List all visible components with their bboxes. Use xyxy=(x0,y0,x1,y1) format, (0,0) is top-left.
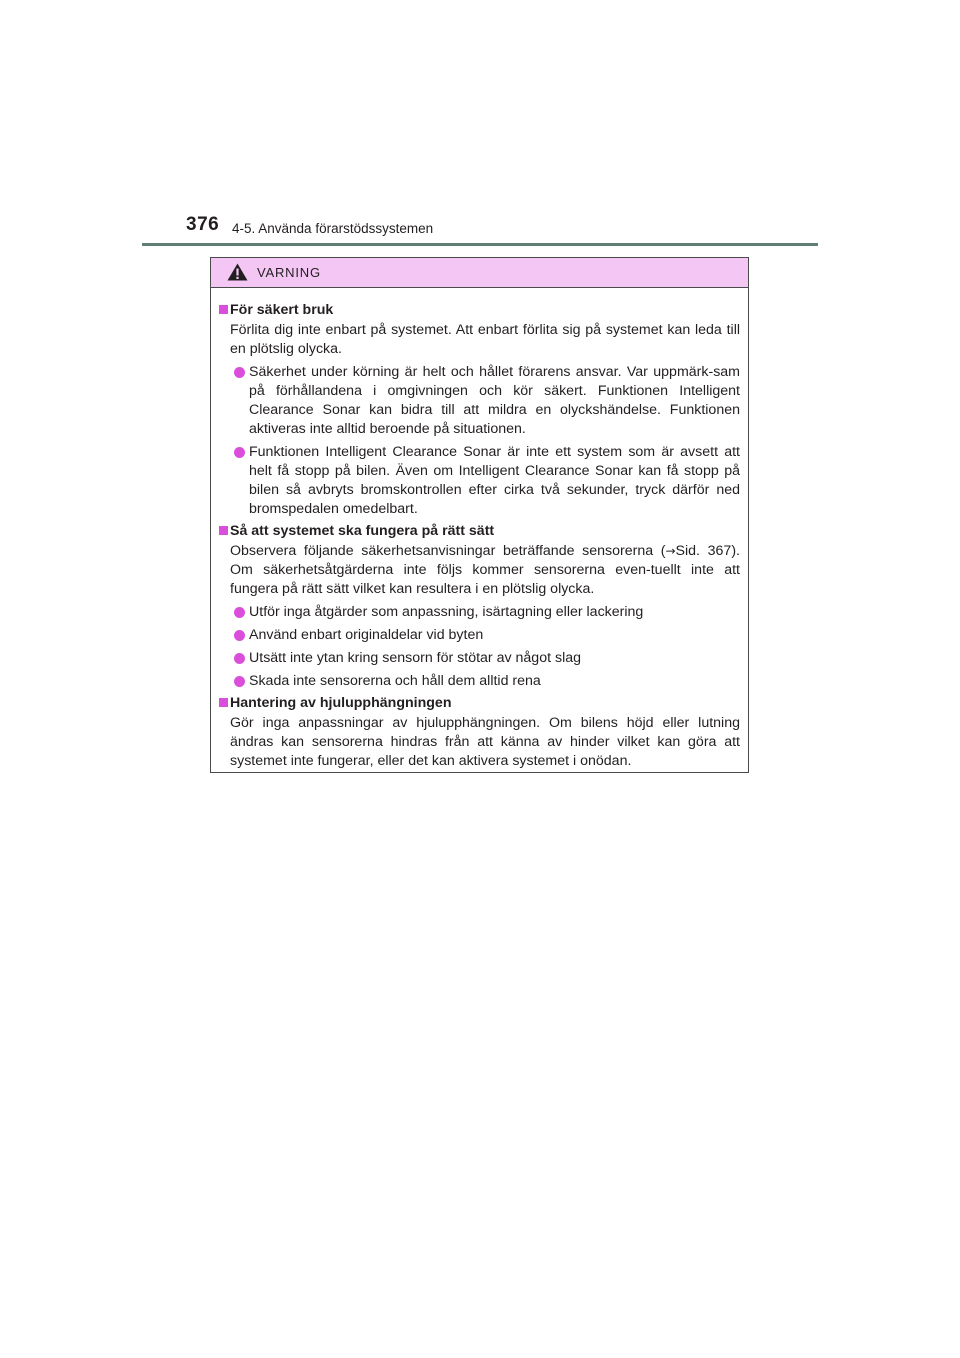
list-item xyxy=(219,603,740,622)
round-bullet-icon xyxy=(234,367,245,378)
round-bullet-icon xyxy=(234,607,245,618)
list-item-text: Utför inga åtgärder som anpassning, isärtagning eller lackering xyxy=(249,604,644,620)
section-title: 4-5. Använda förarstödssystemen xyxy=(232,221,434,236)
page-reference-text: Sid. 367). Om säkerhetsåtgärderna inte följs kommer sensorerna even-tuellt inte att fungera på rätt sätt vilket kan resultera i en plötslig olycka. xyxy=(230,543,740,597)
section-heading-text: Så att systemet ska fungera på rätt sätt xyxy=(230,523,495,539)
list-item xyxy=(219,443,740,519)
page-number: 376 xyxy=(186,214,220,235)
header-rule xyxy=(142,243,818,246)
section-heading xyxy=(219,522,740,541)
warning-label: VARNING xyxy=(257,265,321,280)
round-bullet-icon xyxy=(234,630,245,641)
section-heading xyxy=(219,694,740,713)
list-item-text: Använd enbart originaldelar vid byten xyxy=(249,627,484,643)
square-bullet-icon xyxy=(219,526,228,535)
warning-body xyxy=(211,288,748,771)
round-bullet-icon xyxy=(234,447,245,458)
warning-triangle-icon xyxy=(227,263,248,281)
list-item xyxy=(219,363,740,439)
section-heading-text: Hantering av hjulupphängningen xyxy=(230,695,452,711)
square-bullet-icon xyxy=(219,305,228,314)
section-heading-text: För säkert bruk xyxy=(230,302,334,318)
list-item xyxy=(219,672,740,691)
section-paragraph xyxy=(219,542,740,599)
warning-header xyxy=(211,258,748,288)
paragraph-text-start: Observera följande säkerhetsanvisningar beträffande sensorerna ( xyxy=(230,543,666,559)
list-item-text: Skada inte sensorerna och håll dem alltid rena xyxy=(249,673,541,689)
section-heading xyxy=(219,301,740,320)
list-item-text: Säkerhet under körning är helt och hållet förarens ansvar. Var uppmärk-sam på förhållandena i omgivningen och kör säkert. Funktionen Intelligent Clearance Sonar kan bidra till att mildra en olyckshändelse. Funktionen aktiveras inte alltid beroende på situationen. xyxy=(249,364,740,437)
list-item xyxy=(219,649,740,668)
list-item xyxy=(219,626,740,645)
section-paragraph: Förlita dig inte enbart på systemet. Att enbart förlita sig på systemet kan leda till en plötslig olycka. xyxy=(230,322,740,357)
square-bullet-icon xyxy=(219,698,228,707)
arrow-right-icon: → xyxy=(665,544,676,558)
warning-box xyxy=(210,257,749,773)
round-bullet-icon xyxy=(234,676,245,687)
section-paragraph: Gör inga anpassningar av hjulupphängningen. Om bilens höjd eller lutning ändras kan sensorerna hindras från att känna av hinder vilket kan göra att systemet inte fungerar, eller det kan aktivera systemet i onödan. xyxy=(230,715,740,769)
round-bullet-icon xyxy=(234,653,245,664)
list-item-text: Funktionen Intelligent Clearance Sonar är inte ett system som är avsett att helt få stopp på bilen. Även om Intelligent Clearance Sonar kan få stopp på bilen så avbryts bromskontrollen efter cirka två sekunder, tryck därför ned bromspedalen omedelbart. xyxy=(249,444,740,517)
list-item-text: Utsätt inte ytan kring sensorn för stötar av något slag xyxy=(249,650,581,666)
